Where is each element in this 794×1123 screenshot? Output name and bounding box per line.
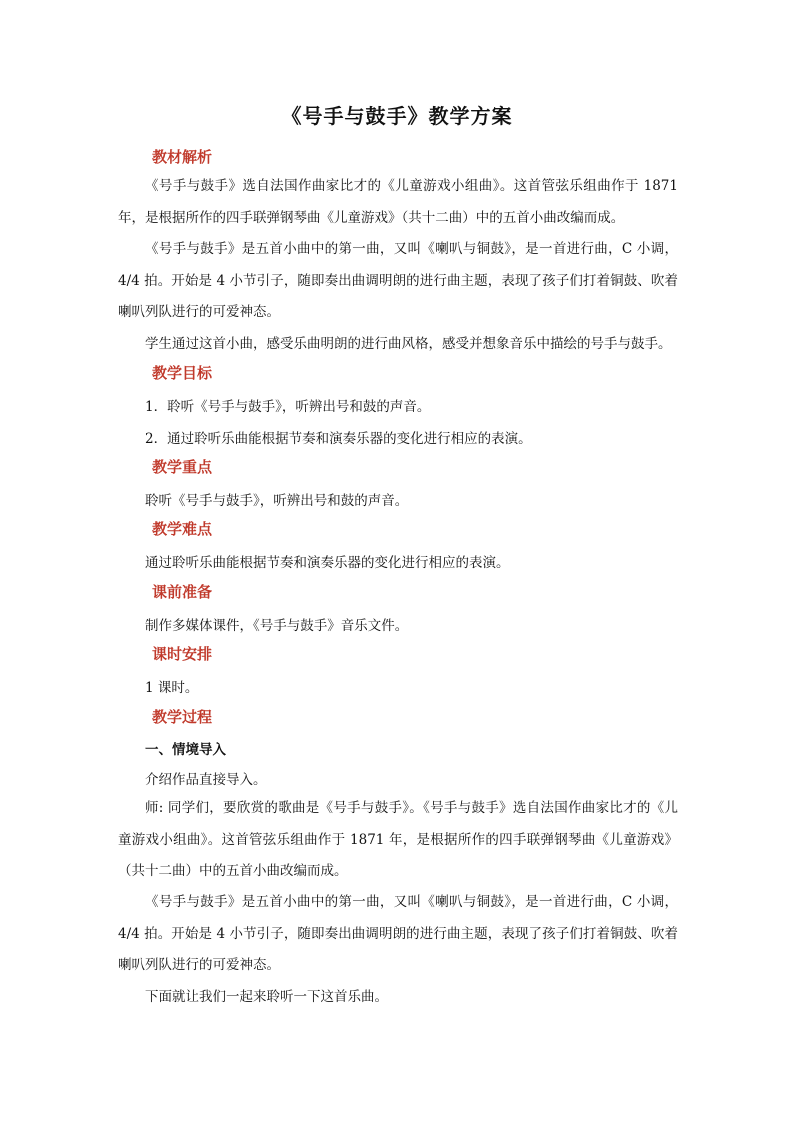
preparation-text: 制作多媒体课件，《号手与鼓手》音乐文件。	[145, 618, 409, 634]
heading-goals: 教学目标	[152, 364, 213, 382]
schedule-text: 1 课时。	[145, 680, 199, 696]
process-paragraph-1: 师: 同学们，要欣赏的歌曲是《号手与鼓手》。《号手与鼓手》选自法国作曲家比才的《儿童游戏小组曲》。这首管弦乐组曲作于 1871 年，是根据所作的四手联弹钢琴曲《儿童游戏》（共十二曲）中的五首小曲改编而成。	[118, 800, 678, 879]
heading-analysis: 教材解析	[152, 148, 213, 166]
process-paragraph-2: 《号手与鼓手》是五首小曲中的第一曲，又叫《喇叭与铜鼓》，是一首进行曲，C 小调，4/4 拍。开始是 4 小节引子，随即奏出曲调明朗的进行曲主题，表现了孩子们打着铜鼓、吹着喇叭列队进行的可爱神态。	[118, 894, 678, 973]
analysis-paragraph-3: 学生通过这首小曲，感受乐曲明朗的进行曲风格，感受并想象音乐中描绘的号手与鼓手。	[145, 336, 672, 352]
process-intro: 介绍作品直接导入。	[145, 772, 267, 788]
analysis-paragraph-1: 《号手与鼓手》选自法国作曲家比才的《儿童游戏小组曲》。这首管弦乐组曲作于 1871 年，是根据所作的四手联弹钢琴曲《儿童游戏》（共十二曲）中的五首小曲改编而成。	[118, 178, 678, 226]
heading-preparation: 课前准备	[152, 583, 213, 601]
process-paragraph-3: 下面就让我们一起来聆听一下这首乐曲。	[145, 989, 388, 1005]
document-title: 《号手与鼓手》教学方案	[281, 104, 513, 128]
goal-item-2: 2．通过聆听乐曲能根据节奏和演奏乐器的变化进行相应的表演。	[145, 431, 532, 447]
key-points-text: 聆听《号手与鼓手》，听辨出号和鼓的声音。	[145, 493, 409, 509]
process-subheading: 一、情境导入	[145, 742, 226, 758]
heading-key-points: 教学重点	[152, 458, 213, 476]
heading-schedule: 课时安排	[152, 645, 213, 663]
heading-process: 教学过程	[152, 708, 213, 726]
goal-item-1: 1．聆听《号手与鼓手》，听辨出号和鼓的声音。	[145, 399, 431, 415]
heading-difficulties: 教学难点	[152, 520, 213, 538]
difficulties-text: 通过聆听乐曲能根据节奏和演奏乐器的变化进行相应的表演。	[145, 555, 510, 571]
analysis-paragraph-2: 《号手与鼓手》是五首小曲中的第一曲，又叫《喇叭与铜鼓》，是一首进行曲，C 小调，4/4 拍。开始是 4 小节引子，随即奏出曲调明朗的进行曲主题，表现了孩子们打着铜鼓、吹着喇叭列队进行的可爱神态。	[118, 241, 678, 320]
